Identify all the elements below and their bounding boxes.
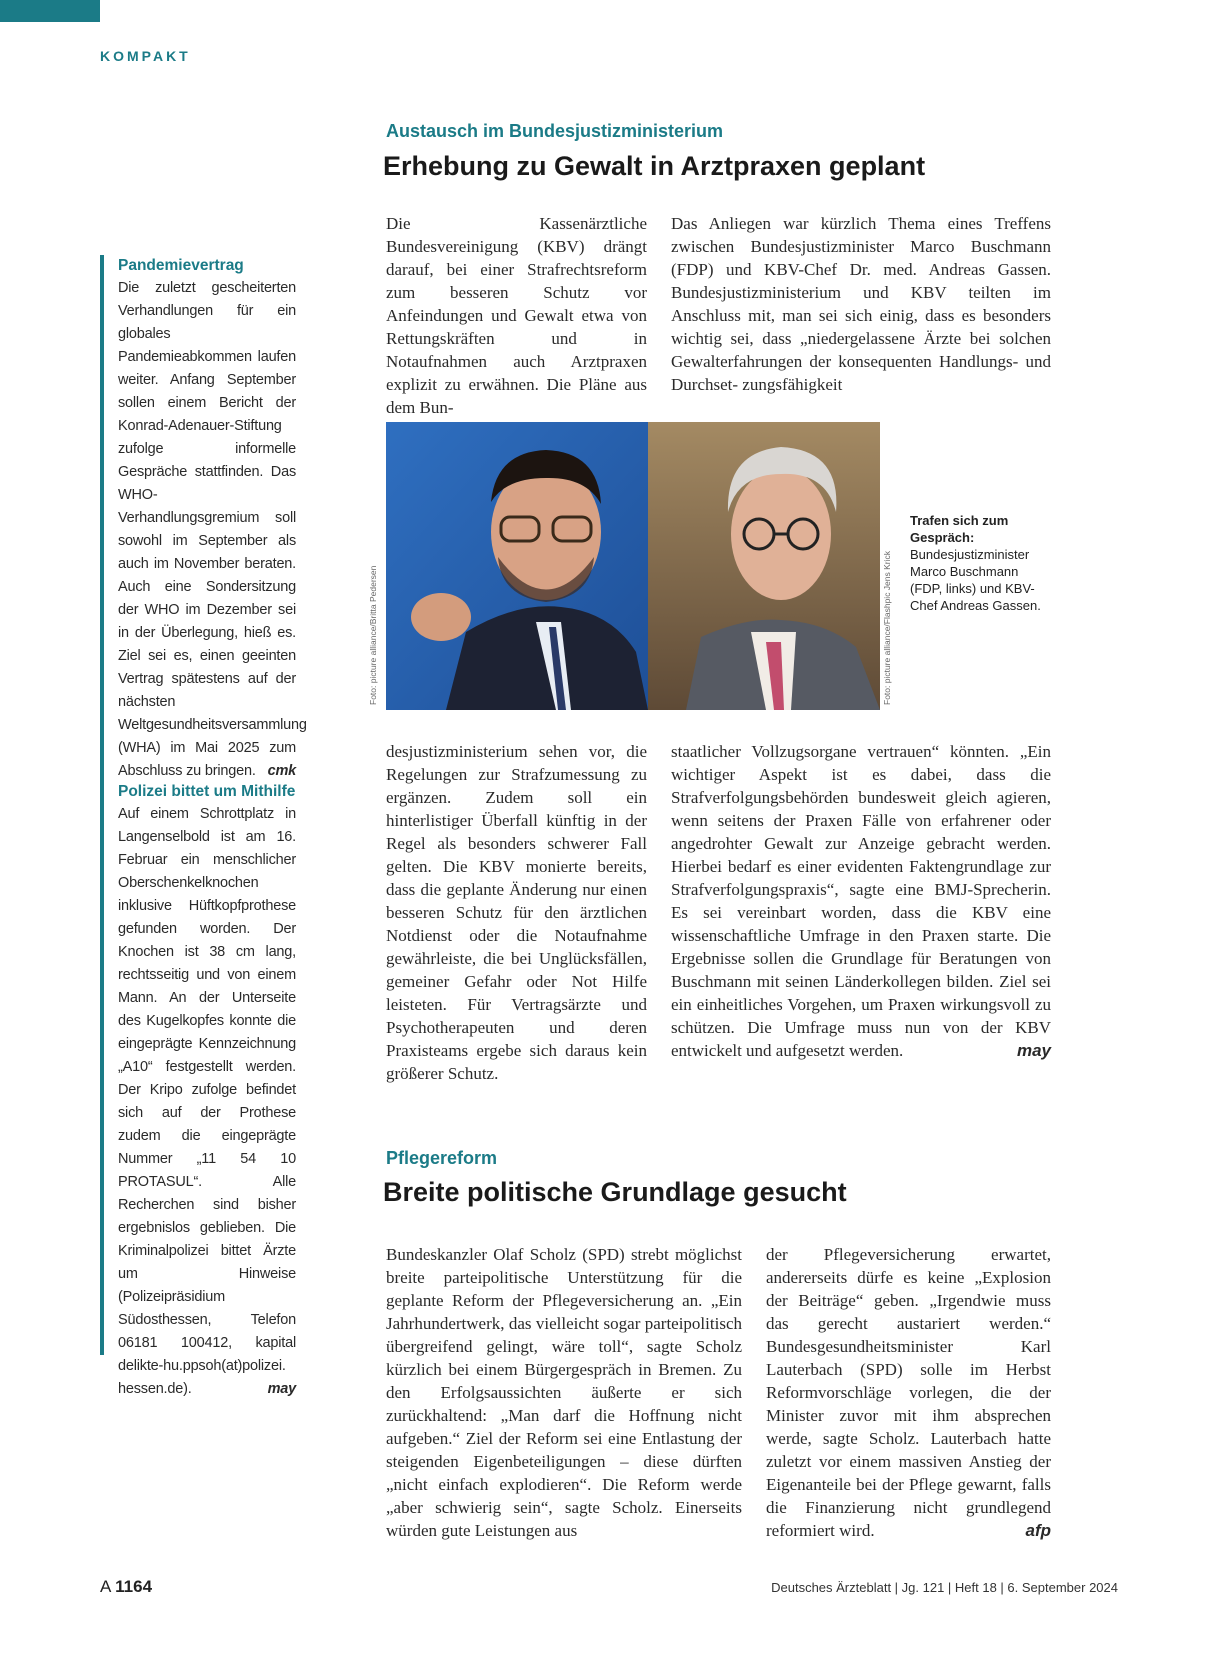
sidebar xyxy=(100,255,307,1397)
sidebar-item-pandemievertrag xyxy=(118,257,307,783)
page-number: A 1164 xyxy=(100,1577,153,1596)
article1-col2-top: Das Anliegen war kürzlich Thema eines Treffens zwischen Bundesjustizminister Marco Buschmann (FDP) und KBV-Chef Dr. med. Andreas Gassen. Bundesjustizministerium und KBV teilten im Anschluss mit, man sei sich einig, dass es besonders wichtig sei, dass „niedergelassene Ärzte bei solchen Gewalterfahrungen der konsequenten Handlungs- und Durchset- zungsfähigkeit xyxy=(671,214,1051,394)
article1-col2-bottom: staatlicher Vollzugsorgane vertrauen“ könnten. „Ein wichtiger Aspekt ist es dabei, dass die Strafverfolgungsbehörden bundesweit gleich agieren, wenn seitens der Praxen Fälle von erfahrener oder angedrohter Gewalt zur Anzeige gebracht werden. Hierbei bedarf es einer evidenten Faktengrundlage zur Strafverfolgungspraxis“, sagte eine BMJ-Sprecherin. Es sei vereinbart worden, dass die KBV eine wissenschaftliche Umfrage in den Praxen starte. Die Ergebnisse sollen die Grundlage für Beratungen von Buschmann mit seinen Länderkollegen bilden. Ziel sei ein einheitliches Vorgehen, um Praxen wirkungsvoll zu schützen. Die Umfrage muss nun von der KBV entwickelt und aufgesetzt werden. may xyxy=(671,742,1051,1060)
portrait-photo xyxy=(386,422,880,710)
photo-credit-left: Foto: picture alliance/Britta Pedersen xyxy=(368,565,378,705)
author-tag: cmk xyxy=(267,763,296,779)
article2-col2: der Pflegeversicherung erwartet, andererseits dürfe es keine „Explosion der Beiträge“ geben. „Irgendwie muss das gerecht austariert werden.“ Bundesgesundheitsminister Karl Lauterbach (SPD) solle im Herbst Reformvorschläge vorlegen, die der Minister zuvor mit ihm absprechen werde, sagte Scholz. Lauterbach hatte zuletzt vor einem massiven Anstieg der Eigenanteile bei der Pflege gewarnt, falls die Finanzierung nicht grundlegend reformiert wird. afp xyxy=(766,1245,1051,1540)
sidebar-item-text: Die zuletzt gescheiterten Verhandlungen für ein globales Pandemieabkommen laufen weiter. Anfang September sollen einem Bericht der Konrad-Adenauer-Stiftung zufolge informelle Gespräche stattfinden. Das WHO-Verhandlungsgremium soll sowohl im September als auch im November beraten. Auch eine Sondersitzung der WHO im Dezember sei in der Überlegung, hieß es. Ziel sei es, einen geeinten Vertrag spätestens auf der nächsten Weltgesundheitsversammlung (WHA) im Mai 2025 zum Abschluss zu bringen. cmk xyxy=(118,277,296,783)
accent-bar xyxy=(0,0,100,22)
article2-kicker: Pflegereform xyxy=(386,1148,498,1168)
article2-headline: Breite politische Grundlage gesucht xyxy=(383,1177,847,1207)
sidebar-item-polizei xyxy=(118,783,296,1401)
article2-col1: Bundeskanzler Olaf Scholz (SPD) strebt möglichst breite parteipolitische Unterstützung für die geplante Reform der Pflegeversicherung an. „Ein Jahrhundertwerk, das vielleicht sogar parteipolitisch übergreifend gelingt, wäre toll“, sagte Scholz kürzlich bei einem Bürgergespräch in Bremen. Zu den Erfolgsaussichten äußerte er sich zurückhaltend: „Man darf die Hoffnung nicht aufgeben.“ Ziel der Reform sei eine Entlastung der steigenden Eigenbeteiligungen – diese dürften „nicht einfach explodieren“. Die Reform werde „aber schwierig sein“, sagte Scholz. Einerseits würden gute Leistungen aus xyxy=(386,1245,742,1540)
article1-photo xyxy=(386,422,880,710)
sidebar-item-title: Pandemievertrag xyxy=(118,257,244,274)
caption-title: Trafen sich zum Gespräch: xyxy=(910,513,1009,545)
article1-headline: Erhebung zu Gewalt in Arztpraxen geplant xyxy=(383,151,926,181)
photo-credit-right: Foto: picture alliance/Flashpic Jens Krick xyxy=(882,550,892,705)
photo-caption xyxy=(910,512,1050,614)
article1-col1-bottom: desjustizministerium sehen vor, die Regelungen zur Strafzumessung zu ergänzen. Zudem soll ein hinterlistiger Überfall künftig in der Regel als besonders schwerer Fall gelten. Die KBV monierte bereits, dass die geplante Änderung nur einen besseren Schutz für den ärztlichen Notdienst oder die Notaufnahme gewährleiste, die bei Unglücksfällen, gemeiner Gefahr oder Not Hilfe leisteten. Für Vertragsärzte und Psychotherapeuten und deren Praxisteams ergebe sich daraus kein größerer Schutz. xyxy=(386,742,647,1083)
author-tag: may xyxy=(1016,1041,1051,1060)
article1-kicker: Austausch im Bundesjustizministerium xyxy=(386,121,724,141)
sidebar-item-text: Auf einem Schrottplatz in Langenselbold ist am 16. Februar ein menschlicher Oberschenkelknochen inklusive Hüftkopfprothese gefunden worden. Der Knochen ist 38 cm lang, rechtsseitig und von einem Mann. An der Unterseite des Kugelkopfes konnte die eingeprägte Kennzeichnung „A10“ festgestellt werden. Der Kripo zufolge befindet sich auf der Prothese zudem die eingeprägte Nummer „11 54 10 PROTASUL“. Alle Recherchen sind bisher ergebnislos geblieben. Die Kriminalpolizei bittet Ärzte um Hinweise (Polizeipräsidium Südosthessen, Telefon 06181 100412, kapital delikte-hu.ppsoh(at)polizei. hessen.de). may xyxy=(118,803,296,1401)
sidebar-item-title: Polizei bittet um Mithilfe xyxy=(118,783,296,800)
article1-col1-top: Die Kassenärztliche Bundesvereinigung (KBV) drängt darauf, bei einer Strafrechtsreform zum besseren Schutz vor Anfeindungen und Gewalt etwa von Rettungskräften und in Notaufnahmen auch Arztpraxen explizit zu erwähnen. Die Pläne aus dem Bun- xyxy=(386,214,647,417)
author-tag: may xyxy=(267,1381,296,1397)
author-tag: afp xyxy=(1025,1521,1051,1540)
journal-info: Deutsches Ärzteblatt | Jg. 121 | Heft 18 | 6. September 2024 xyxy=(771,1580,1118,1595)
section-label: KOMPAKT xyxy=(100,48,191,64)
caption-text: Bundesjustizminister Marco Buschmann (FDP, links) und KBV-Chef Andreas Gassen. xyxy=(910,547,1041,613)
